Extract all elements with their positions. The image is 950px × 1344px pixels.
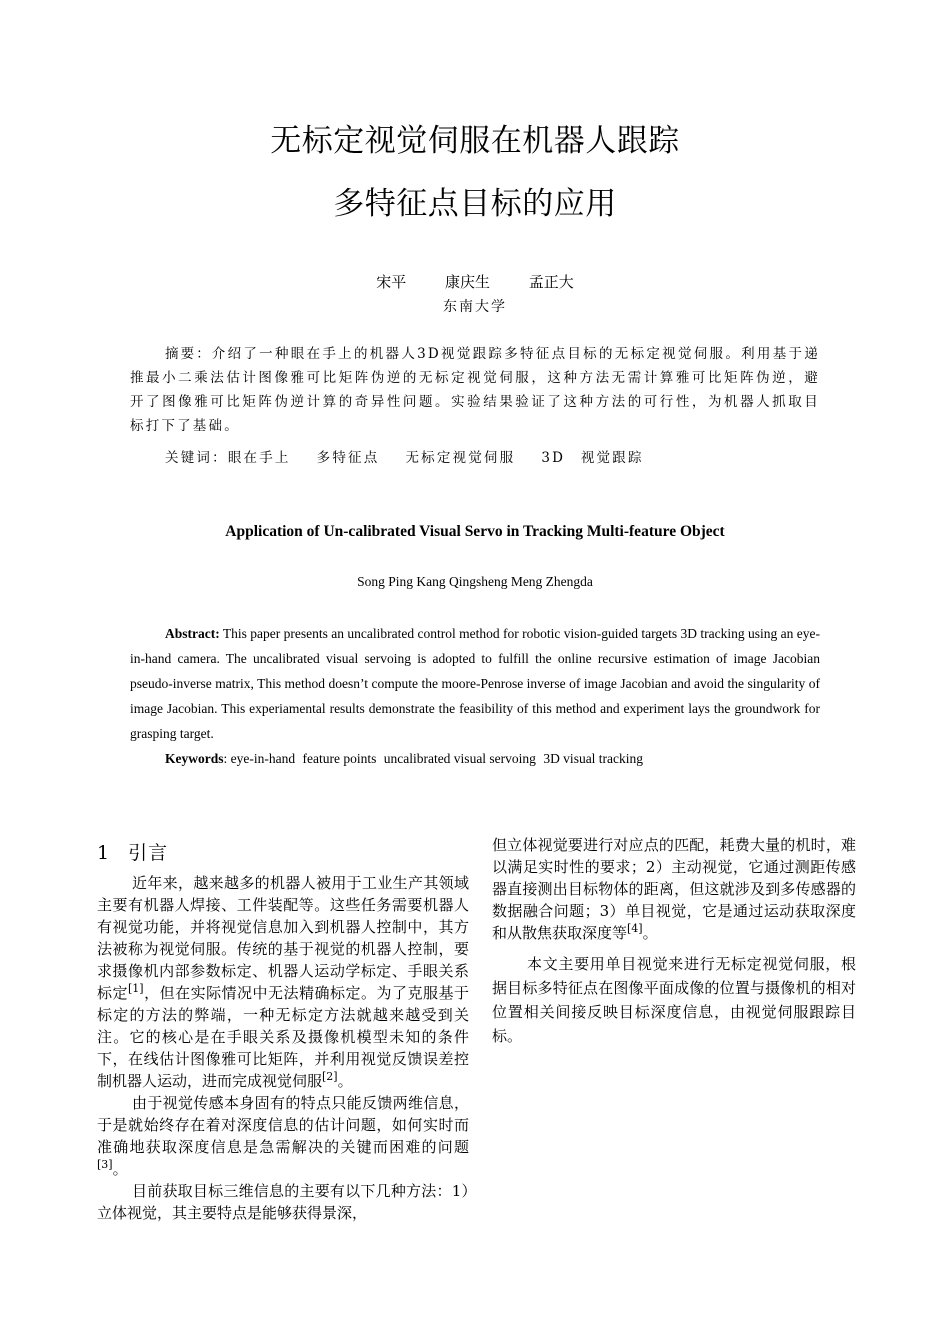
keywords-label: Keywords: [165, 751, 224, 766]
body-text: 。: [337, 1072, 353, 1090]
body-text: ，但在实际情况中无法精确标定。为了克服基于标定的方法的弊端，一种无标定方法就越来越受到关注。它的核心是在手眼关系及摄像机模型未知的条件下，在线估计图像雅可比矩阵，并利用视觉反馈误差控制机器人运动，进而完成视觉伺服: [97, 984, 469, 1090]
body-paragraph: [97, 1092, 469, 1180]
english-keywords: [165, 751, 647, 767]
english-authors: Song Ping Kang Qingsheng Meng Zhengda: [357, 574, 593, 589]
body-text: 由于视觉传感本身固有的特点只能反馈两维信息，于是就始终存在着对深度信息的估计问题，如何实时而准确地获取深度信息是急需解决的关键而困难的问题: [97, 1094, 469, 1156]
author-list: [0, 271, 950, 292]
citation: [2]: [322, 1070, 338, 1083]
chinese-abstract: [130, 342, 820, 438]
keyword: eye-in-hand: [230, 751, 296, 766]
author-name: 孟正大: [528, 273, 574, 291]
body-text: 。: [112, 1160, 128, 1178]
keyword: uncalibrated visual servoing: [383, 751, 536, 766]
english-abstract: [130, 621, 820, 746]
body-paragraph: 本文主要用单目视觉来进行无标定视觉伺服，根据目标多特征点在图像平面成像的位置与摄像机的相对位置相关间接反映目标深度信息，由视觉伺服跟踪目标。: [492, 955, 856, 1045]
paper-title-line-2: 多特征点目标的应用: [333, 186, 617, 222]
keywords-separator: :: [223, 751, 231, 766]
keywords-label: 关键词：: [165, 450, 228, 466]
body-paragraph-continued: 但立体视觉要进行对应点的匹配，耗费大量的机时，难以满足实时性的要求；2）主动视觉，它通过测距传感器直接测出目标物体的距离，但这就涉及到多传感器的数据融合问题；3）单目视觉，它是通过运动获取深度和从散焦获取深度等[4]。: [492, 836, 856, 942]
author-name: 康庆生: [444, 273, 490, 291]
paper-title-line-1: 无标定视觉伺服在机器人跟踪: [270, 123, 680, 159]
keyword: 无标定视觉伺服: [405, 450, 516, 466]
section-title: 引言: [128, 842, 169, 864]
abstract-text: This paper presents an uncalibrated control method for robotic vision-guided targets 3D tracking using an eye-in-hand camera. The uncalibrated visual servoing is adopted to fulfill the online recursive estimation of image Jacobian pseudo-inverse matrix, This method doesn’t compute the moore-Penrose inverse of image Jacobian and avoid the singularity of image Jacobian. This experiamental results demonstrate the feasibility of this method and experiment lays the groundwork for grasping target.: [130, 626, 820, 741]
abstract-text: 介绍了一种眼在手上的机器人3D视觉跟踪多特征点目标的无标定视觉伺服。利用基于递推最小二乘法估计图像雅可比矩阵伪逆的无标定视觉伺服，这种方法无需计算雅可比矩阵伪逆，避开了图像雅可比矩阵伪逆计算的奇异性问题。实验结果验证了这种方法的可行性，为机器人抓取目标打下了基础。: [130, 346, 821, 434]
affiliation: 东南大学: [443, 299, 507, 315]
abstract-label: 摘要：: [165, 346, 212, 362]
body-text: 。: [642, 924, 658, 942]
keyword: 眼在手上: [227, 450, 291, 466]
english-title: Application of Un-calibrated Visual Servo in Tracking Multi-feature Object: [225, 523, 725, 540]
body-column-right: [492, 834, 856, 1048]
body-text-full-p3: [0, 0, 1, 1]
citation: [3]: [97, 1158, 113, 1171]
chinese-keywords: [165, 446, 644, 466]
body-paragraph-start: 目前获取目标三维信息的主要有以下几种方法：1）立体视觉，其主要特点是能够获得景深，: [97, 1182, 469, 1222]
section-heading: [97, 838, 168, 865]
keyword: 3D 视觉跟踪: [541, 450, 644, 466]
body-paragraph: [97, 872, 469, 1092]
citation: [1]: [128, 982, 144, 995]
abstract-label: Abstract:: [165, 626, 220, 641]
citation: [4]: [627, 922, 643, 935]
keyword: feature points: [302, 751, 377, 766]
keyword: 3D visual tracking: [543, 751, 644, 766]
body-column-left: [97, 872, 469, 1224]
keyword: 多特征点: [316, 450, 380, 466]
section-number: 1: [97, 842, 111, 864]
author-name: 宋平: [376, 273, 407, 291]
body-text: 近年来，越来越多的机器人被用于工业生产其领域主要有机器人焊接、工件装配等。这些任务需要机器人有视觉功能，并将视觉信息加入到机器人控制中，其方法被称为视觉伺服。传统的基于视觉的机器人控制，要求摄像机内部参数标定、机器人运动学标定、手眼关系标定: [97, 874, 469, 1002]
